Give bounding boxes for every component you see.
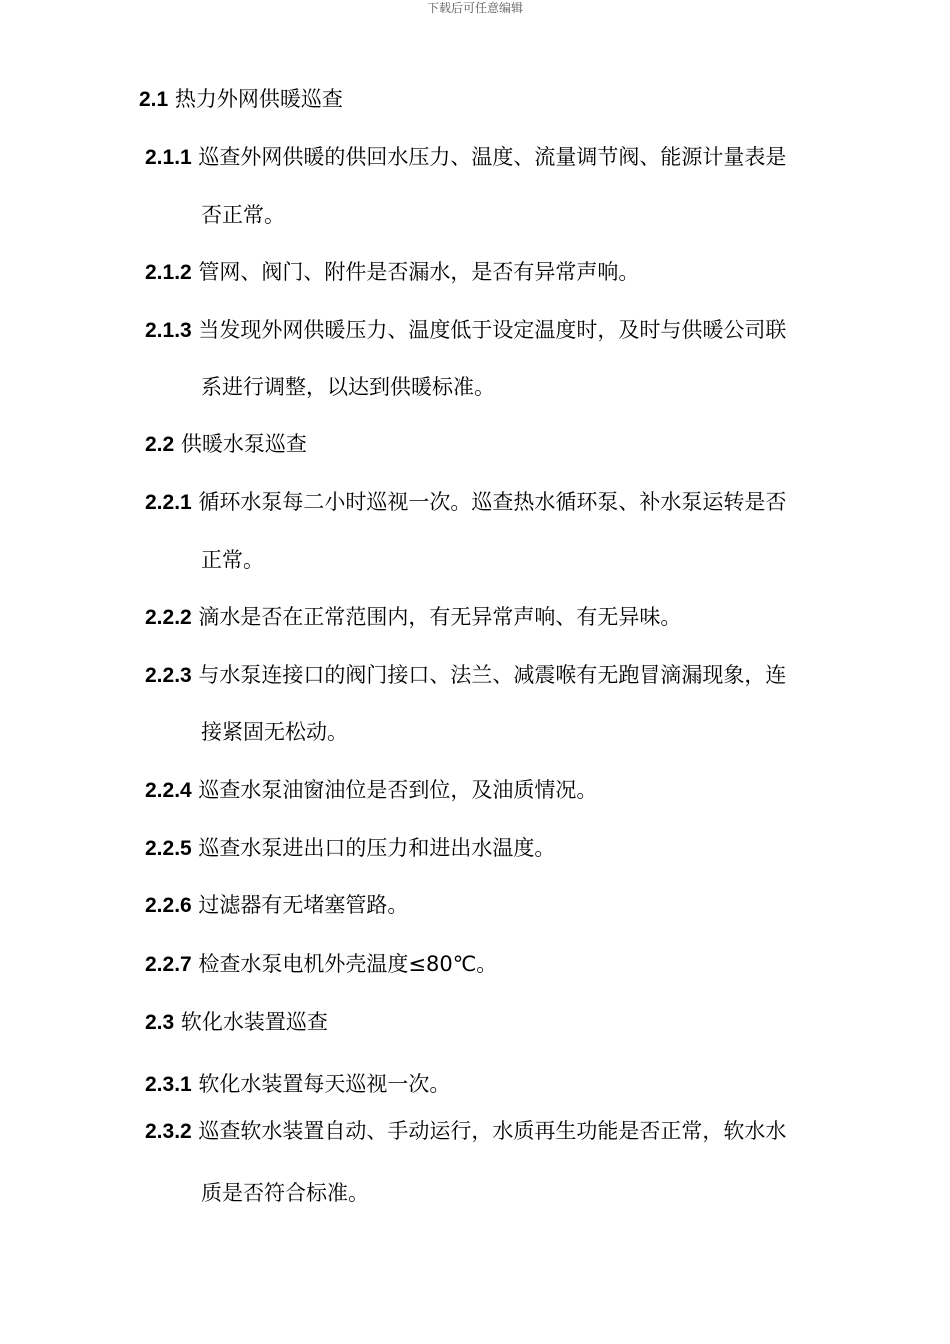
page-header: 下载后可任意编辑 <box>426 1 523 15</box>
item-text: 系进行调整，以达到供暖标准。 <box>201 375 495 399</box>
item-text: 检查水泵电机外壳温度≤80℃。 <box>191 952 498 976</box>
list-item <box>145 488 786 517</box>
item-number: 2.2.3 <box>145 664 192 687</box>
item-text: 滴水是否在正常范围内，有无异常声响、有无异味。 <box>191 605 682 629</box>
item-text: 巡查软水装置自动、手动运行，水质再生功能是否正常，软水水 <box>191 1119 787 1143</box>
section-number: 2.2 <box>145 433 175 456</box>
item-text: 巡查水泵进出口的压力和进出水温度。 <box>191 836 556 860</box>
item-number: 2.1.2 <box>145 261 192 284</box>
list-item <box>145 143 786 172</box>
section-heading <box>145 430 307 459</box>
section-title: 供暖水泵巡查 <box>174 432 307 456</box>
item-text: 过滤器有无堵塞管路。 <box>191 893 409 917</box>
item-number: 2.2.7 <box>145 953 192 976</box>
item-text: 巡查外网供暖的供回水压力、温度、流量调节阀、能源计量表是 <box>191 145 787 169</box>
list-item <box>145 776 597 805</box>
list-item <box>145 834 555 863</box>
item-number: 2.2.5 <box>145 837 192 860</box>
item-text: 正常。 <box>201 548 264 572</box>
section-heading <box>139 85 343 114</box>
list-item <box>145 891 408 920</box>
section-title: 软化水装置巡查 <box>174 1010 328 1034</box>
item-number: 2.2.2 <box>145 606 192 629</box>
list-item <box>145 661 786 690</box>
item-text: 当发现外网供暖压力、温度低于设定温度时，及时与供暖公司联 <box>191 318 787 342</box>
item-text: 否正常。 <box>201 203 285 227</box>
section-title: 热力外网供暖巡查 <box>168 87 343 111</box>
item-text: 管网、阀门、附件是否漏水，是否有异常声响。 <box>191 260 640 284</box>
list-item <box>145 258 639 287</box>
list-item-continuation <box>201 373 495 401</box>
list-item <box>145 603 681 632</box>
list-item-continuation <box>201 1179 369 1207</box>
item-text: 与水泵连接口的阀门接口、法兰、减震喉有无跑冒滴漏现象，连 <box>191 663 787 687</box>
item-number: 2.3.2 <box>145 1120 192 1143</box>
item-number: 2.2.4 <box>145 779 192 802</box>
item-number: 2.1.3 <box>145 319 192 342</box>
item-text: 巡查水泵油窗油位是否到位，及油质情况。 <box>191 778 598 802</box>
item-text: 接紧固无松动。 <box>201 720 348 744</box>
list-item-continuation <box>201 546 264 574</box>
item-number: 2.2.1 <box>145 491 192 514</box>
item-text: 质是否符合标准。 <box>201 1181 369 1205</box>
list-item-continuation <box>201 718 348 746</box>
list-item <box>145 1070 450 1099</box>
list-item <box>145 316 786 345</box>
list-item-continuation <box>201 201 285 229</box>
list-item <box>145 1117 786 1146</box>
section-number: 2.3 <box>145 1011 175 1034</box>
item-number: 2.2.6 <box>145 894 192 917</box>
item-text: 软化水装置每天巡视一次。 <box>191 1072 451 1096</box>
section-number: 2.1 <box>139 88 169 111</box>
item-number: 2.3.1 <box>145 1073 192 1096</box>
list-item <box>145 950 497 979</box>
item-number: 2.1.1 <box>145 146 192 169</box>
item-text: 循环水泵每二小时巡视一次。巡查热水循环泵、补水泵运转是否 <box>191 490 787 514</box>
section-heading <box>145 1008 328 1037</box>
